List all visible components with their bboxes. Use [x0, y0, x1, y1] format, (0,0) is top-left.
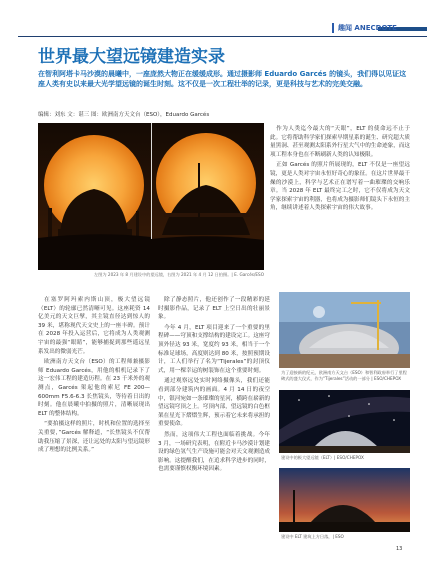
hero-photo	[38, 123, 264, 270]
caption-night: 建设中的极大望远镜（ELT）| ESO/CHEPOX	[281, 455, 364, 460]
milky-way-dome-photo	[279, 390, 410, 453]
paragraph: 在塞罗阿玛索内斯山顶，极大望远镜（ELT）的轮廓已然清晰可见。这座耗资 14 亿美元的天文巨擘，其主镜直径达到惊人的 39 米，堪称现代天文史上的一座丰碑。预计在 2028 年投入运营后，它将成为人类观测宇宙的最强“眼睛”，能够捕捉到那些遥远星系发出的微弱光芒。	[38, 297, 150, 355]
ceremony-photo	[279, 292, 410, 368]
header-rule	[18, 36, 427, 37]
article-byline: 编辑：刘东 文：谌三 图：欧洲南方天文台（ESO），Eduardo Garcés	[38, 112, 210, 118]
paragraph: 除了静态照片，他还创作了一段精彩的延时摄影作品，记录了 ELT 上空日出的壮丽景象。	[158, 297, 270, 321]
hero-caption: 左图为 2023 年 8 月建设中的望远镜，右图为 2021 年 4 月 12 日拍摄。| E. Garcés/ESO	[94, 272, 264, 277]
page-number: 13	[396, 546, 403, 552]
column-middle-text	[158, 296, 270, 476]
section-label: 趣闻 ANECDOTE	[338, 24, 397, 32]
paragraph: 正如 Garcés 的照片所展现的，ELT 不仅是一座望远镜，更是人类对宇宙永恒好奇心的象征。在这片世界最干燥的沙漠上，科学与艺术正在谱写着一曲璀璨的交响乐章。当 2028 年 ELT 最终完工之时，它不仅将成为天文学家探索宇宙的利器，也将成为摄影师们镜头下永恒的主角，继续讲述着人类探索宇宙的伟大故事。	[270, 162, 410, 212]
caption-ceremony: 为了迎接新的纪元，欧洲南方天文台（ESO）和智利政府举行了里程碑式的盛大仪式，作为“Tijerales”活动的一部分 | ESO/CHEPOX	[281, 370, 407, 381]
article-title: 世界最大望远镜建造实录	[38, 47, 225, 67]
paragraph: “要拍摄这样的照片，时机和位置的选择至关重要，”Garcés 解释道，“长焦镜头不仅帮助我压缩了景深，还让远处的太阳与望远镜形成了理想的比例关系。”	[38, 421, 150, 454]
paragraph: 欧洲南方天文台（ESO）的工程师兼摄影师 Eduardo Garcés，用他的相机记录下了这一宏伟工程的建造历程。在 23 千米外的观测点，Garcés 架起他的索尼 FE 200—600mm F5.6-6.3 长焦镜头，等待着日出的时刻。他在晨曦中拍摄的照片，清晰展现出 ELT 的整体结构。	[38, 359, 150, 417]
right-column-text	[270, 125, 410, 215]
dome-crane-photo	[279, 292, 410, 368]
section-tag-marker	[332, 23, 334, 33]
article-lede: 在智利阿塔卡马沙漠的晨曦中，一座庞然大物正在缓缓成形。通过摄影师 Eduardo Garcés 的镜头，我们得以见证这座人类有史以来最大光学望远镜的诞生时刻。这不仅是一次工程壮举的记录，更是科技与艺术的完美交融。	[38, 70, 407, 88]
sunset-photo	[279, 468, 410, 532]
night-photo	[279, 390, 410, 453]
column-left-text	[38, 296, 150, 457]
paragraph: 通过观察远处实时网络摄像头，我们还能看到部分建筑内的画面。4 月 14 日的夜空中，银河宛如一条璀璨的星河，横跨在崭新的望远镜穹顶之上。穹顶内部，望远镜的白色框架在星光下熠熠生辉，预示着它未来将承担的重要使命。	[158, 378, 270, 428]
paragraph: 今年 4 月，ELT 项目迎来了一个重要的里程碑——穹顶和支撑结构的建设完工。这座穹顶外径达 93 米，宽度约 93 米，相当于一个标准足球场，高度则达到 80 米，按照预期设计，工人们举行了名为“Tijerales”的封顶仪式，用一棵幸运的树装饰在这个重要时刻。	[158, 324, 270, 374]
paragraph: 然而，这项伟大工程也面临着挑战。今年 3 月，一场研究表明，在附近卡马沙漠计划建设的绿色氢气生产设施可能会对天文观测造成影响。这提醒我们，在追求科学进步的同时，也需要谨慎权衡环境因素。	[158, 431, 270, 473]
section-tag	[332, 20, 427, 36]
caption-sunset: 建设中 ELT 建筑上方日落，| ESO	[281, 534, 344, 539]
sunrise-telescope-photo	[38, 123, 264, 270]
sunset-dome-photo	[279, 468, 410, 532]
paragraph: 作为人类迄今最大的“天眼”，ELT 的使命远不止于此。它将帮助科学家们探索早期星系的诞生、研究超大质量黑洞、甚至观测太阳系外行星大气中的生命迹象，而这项工程本身也在不断刷新人类的认知极限。	[270, 126, 410, 158]
